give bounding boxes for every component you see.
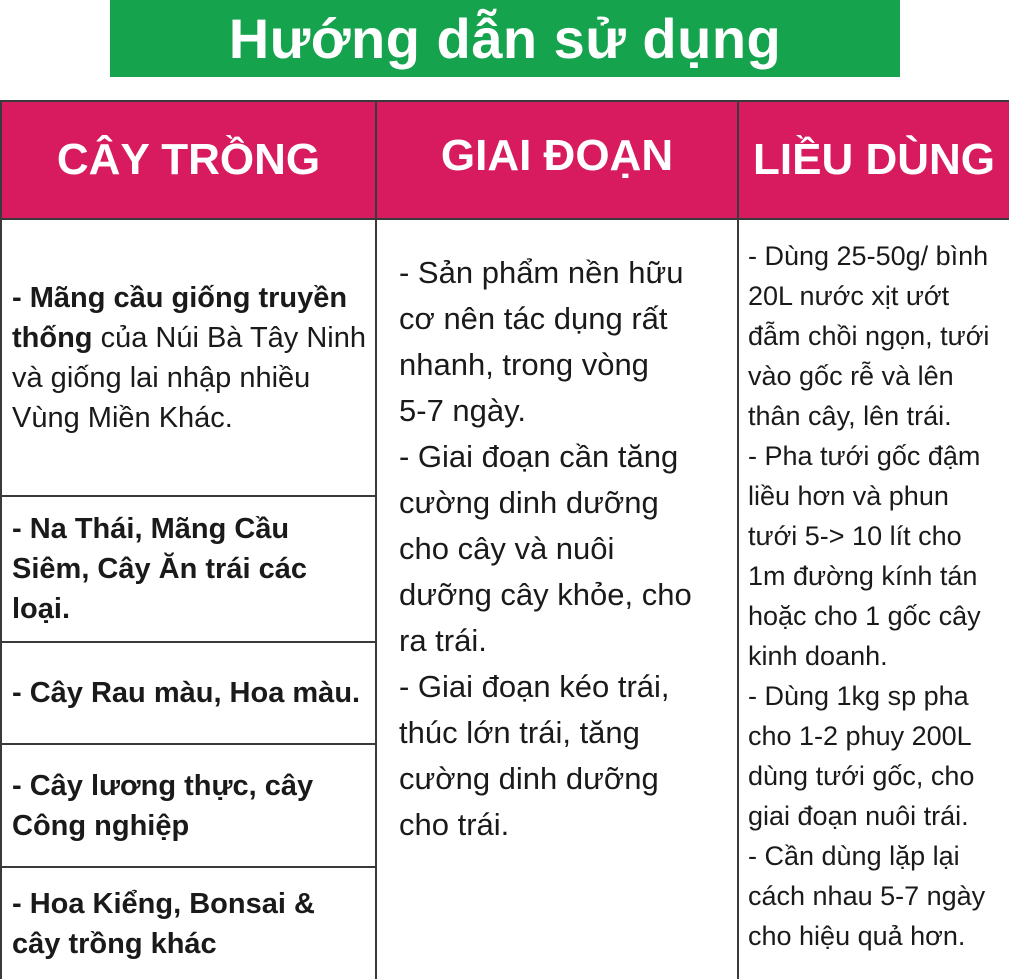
stage-line: cho cây và nuôi (399, 531, 615, 566)
page-title: Hướng dẫn sử dụng (228, 7, 782, 70)
stage-line: nhanh, trong vòng (399, 347, 649, 382)
dose-line: hoặc cho 1 gốc cây (748, 601, 981, 631)
stage-line: - Giai đoạn cần tăng (399, 439, 679, 474)
stage-line: - Giai đoạn kéo trái, (399, 669, 670, 704)
dose-cell (739, 218, 1009, 979)
dose-line: giai đoạn nuôi trái. (748, 801, 969, 831)
header-cay-trong: CÂY TRỒNG (0, 100, 377, 218)
usage-table (0, 100, 1009, 979)
dose-line: liều hơn và phun (748, 481, 949, 511)
crop-1-rest: của Núi Bà Tây Ninh và giống lai nhập nhiều Vùng Miền Khác. (12, 321, 367, 434)
header-giai-doan: GIAI ĐOẠN (377, 100, 739, 218)
header-lieu-dung: LIỀU DÙNG (739, 100, 1009, 218)
stage-cell (377, 218, 739, 979)
dose-line: cho hiệu quả hơn. (748, 921, 966, 951)
crop-cell-1 (2, 220, 377, 497)
stage-line: cường dinh dưỡng (399, 761, 659, 796)
stage-line: - Sản phẩm nền hữu (399, 255, 684, 290)
dose-line: 1m đường kính tán (748, 561, 978, 591)
crop-1-bold: - Mãng cầu giống truyền thống (12, 281, 348, 354)
dose-line: - Dùng 25-50g/ bình (748, 241, 989, 271)
dose-line: - Pha tưới gốc đậm (748, 441, 981, 471)
dose-line: thân cây, lên trái. (748, 401, 952, 431)
crop-column (0, 218, 377, 979)
stage-line: ra trái. (399, 623, 487, 658)
crop-cell-4 (2, 745, 377, 868)
stage-line: 5-7 ngày. (399, 393, 526, 428)
dose-line: cách nhau 5-7 ngày (748, 881, 986, 911)
crop-4-bold: - Cây lương thực, cây Công nghiệp (12, 769, 314, 842)
stage-line: dưỡng cây khỏe, cho (399, 577, 692, 612)
dose-line: tưới 5-> 10 lít cho (748, 521, 962, 551)
crop-5-bold: - Hoa Kiểng, Bonsai & cây trồng khác (12, 887, 315, 960)
stage-line: cho trái. (399, 807, 510, 842)
dose-line: - Cần dùng lặp lại (748, 841, 960, 871)
crop-2-bold: - Na Thái, Mãng Cầu Siêm, Cây Ăn trái các loại. (12, 513, 307, 625)
crop-cell-5 (2, 868, 377, 979)
dose-line: vào gốc rễ và lên (748, 361, 954, 391)
dose-line: dùng tưới gốc, cho (748, 761, 975, 791)
dose-line: - Dùng 1kg sp pha (748, 681, 969, 711)
stage-line: cơ nên tác dụng rất (399, 301, 668, 336)
stage-line: thúc lớn trái, tăng (399, 715, 640, 750)
dose-line: cho 1-2 phuy 200L (748, 721, 972, 751)
crop-3-bold: - Cây Rau màu, Hoa màu. (12, 677, 361, 709)
dose-line: kinh doanh. (748, 641, 888, 671)
dose-line: 20L nước xịt ướt (748, 281, 950, 311)
stage-line: cường dinh dưỡng (399, 485, 659, 520)
crop-cell-2 (2, 497, 377, 643)
title-banner (110, 0, 900, 77)
dose-line: đẫm chồi ngọn, tưới (748, 321, 990, 351)
crop-cell-3 (2, 643, 377, 745)
